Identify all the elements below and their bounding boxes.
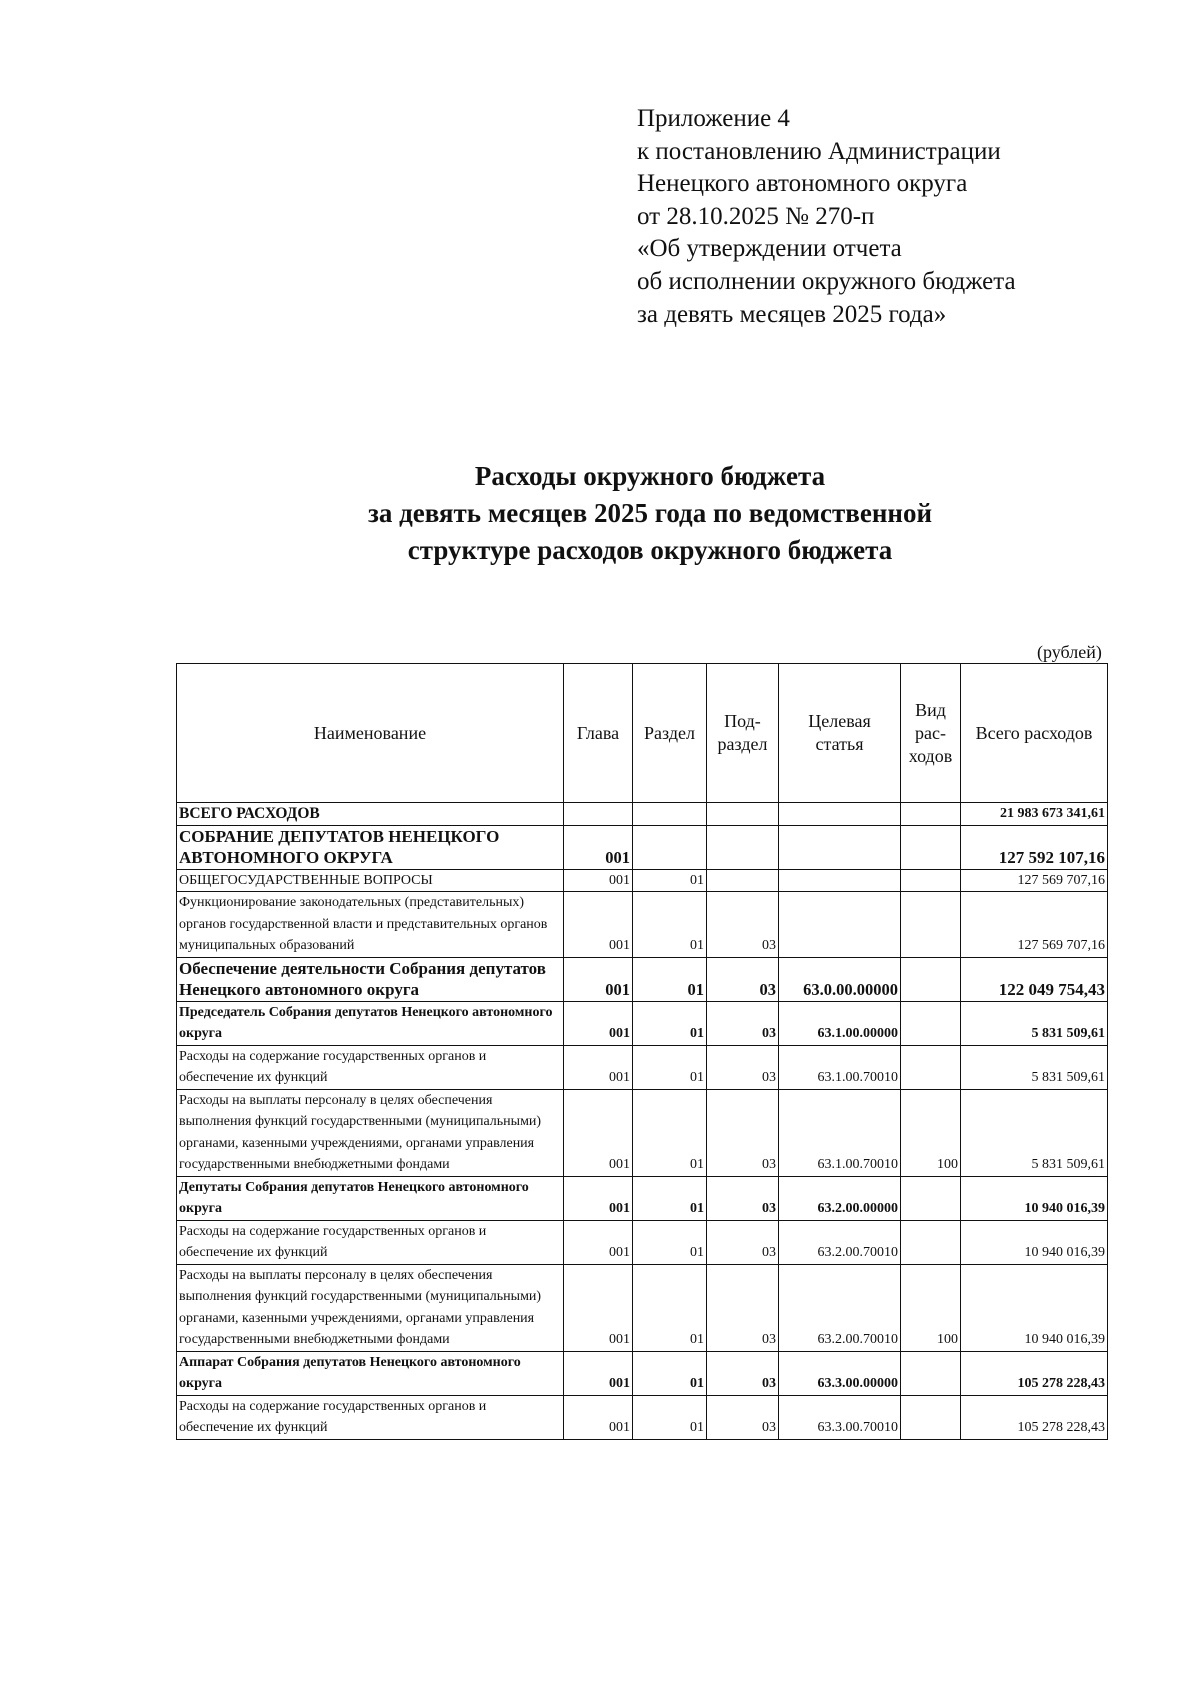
cell-subsection [707,825,779,869]
header-kind-line: рас- [915,722,946,743]
cell-name: Депутаты Собрания депутатов Ненецкого автономного округа [177,1176,564,1220]
cell-section: 01 [633,1045,707,1089]
cell-target: 63.3.00.00000 [779,1351,901,1395]
cell-total: 5 831 509,61 [961,1089,1108,1176]
cell-target: 63.0.00.00000 [779,957,901,1001]
appendix-block [637,103,1016,331]
cell-section: 01 [633,1395,707,1439]
cell-target: 63.1.00.00000 [779,1001,901,1045]
title-line: Расходы окружного бюджета [474,461,826,491]
cell-subsection: 03 [707,1176,779,1220]
appendix-line: Приложение 4 [637,105,790,132]
cell-target [779,803,901,826]
cell-kind: 100 [901,1089,961,1176]
header-chapter: Глава [564,664,633,803]
cell-target [779,869,901,892]
table-header-row [177,664,1108,803]
cell-subsection: 03 [707,1001,779,1045]
cell-total: 5 831 509,61 [961,1001,1108,1045]
cell-subsection: 03 [707,1089,779,1176]
appendix-line: «Об утверждении отчета [637,235,902,263]
cell-kind [901,1045,961,1089]
cell-total: 127 569 707,16 [961,869,1108,892]
cell-total: 127 592 107,16 [961,825,1108,869]
title-line: структуре расходов окружного бюджета [407,535,893,565]
cell-total: 105 278 228,43 [961,1395,1108,1439]
cell-section: 01 [633,892,707,958]
cell-kind [901,1351,961,1395]
cell-subsection: 03 [707,1264,779,1351]
header-target-line: статья [815,734,864,754]
cell-chapter: 001 [564,1264,633,1351]
cell-target: 63.1.00.70010 [779,1089,901,1176]
appendix-line: к постановлению Администрации [637,137,1001,165]
cell-name: Расходы на выплаты персоналу в целях обеспечения выполнения функций государственными (муниципальными) органами, казенными учреждениями, органами управления государственными внебюджетными фондами [177,1089,564,1176]
cell-chapter: 001 [564,1001,633,1045]
cell-kind [901,825,961,869]
appendix-line: Ненецкого автономного округа [637,170,968,198]
cell-name: СОБРАНИЕ ДЕПУТАТОВ НЕНЕЦКОГО АВТОНОМНОГО ОКРУГА [177,825,564,869]
cell-chapter: 001 [564,892,633,958]
table-row [177,869,1108,892]
cell-name: Расходы на содержание государственных органов и обеспечение их функций [177,1045,564,1089]
header-target-line: Целевая [808,711,871,731]
cell-kind: 100 [901,1264,961,1351]
cell-chapter: 001 [564,825,633,869]
header-subsection-line: раздел [717,734,768,754]
header-subsection [707,664,779,803]
cell-name: Обеспечение деятельности Собрания депутатов Ненецкого автономного округа [177,957,564,1001]
cell-kind [901,803,961,826]
cell-name: Аппарат Собрания депутатов Ненецкого автономного округа [177,1351,564,1395]
cell-section: 01 [633,1089,707,1176]
cell-name: Расходы на содержание государственных органов и обеспечение их функций [177,1395,564,1439]
header-subsection-line: Под- [724,711,761,731]
cell-section: 01 [633,1001,707,1045]
cell-chapter: 001 [564,1220,633,1264]
cell-subsection: 03 [707,1220,779,1264]
header-section: Раздел [633,664,707,803]
cell-target: 63.2.00.00000 [779,1176,901,1220]
cell-target [779,825,901,869]
table-row [177,1089,1108,1176]
expenditure-table [176,663,1108,1440]
table-row [177,957,1108,1001]
table-row [177,803,1108,826]
cell-name: Расходы на выплаты персоналу в целях обеспечения выполнения функций государственными (муниципальными) органами, казенными учреждениями, органами управления государственными внебюджетными фондами [177,1264,564,1351]
cell-total: 5 831 509,61 [961,1045,1108,1089]
cell-subsection: 03 [707,957,779,1001]
cell-total: 10 940 016,39 [961,1264,1108,1351]
table-row [177,892,1108,958]
cell-name: Председатель Собрания депутатов Ненецкого автономного округа [177,1001,564,1045]
cell-subsection: 03 [707,1351,779,1395]
cell-section: 01 [633,957,707,1001]
cell-subsection [707,803,779,826]
cell-subsection: 03 [707,892,779,958]
cell-name: ОБЩЕГОСУДАРСТВЕННЫЕ ВОПРОСЫ [177,869,564,892]
cell-total: 10 940 016,39 [961,1220,1108,1264]
cell-kind [901,1220,961,1264]
cell-chapter: 001 [564,957,633,1001]
cell-section: 01 [633,1351,707,1395]
cell-chapter: 001 [564,1351,633,1395]
appendix-line: об исполнении окружного бюджета [637,267,1016,295]
cell-target: 63.2.00.70010 [779,1264,901,1351]
appendix-line: за девять месяцев 2025 года» [637,300,947,328]
cell-section: 01 [633,1220,707,1264]
table-row [177,1176,1108,1220]
header-kind-line: Вид [915,699,946,720]
header-kind-line: ходов [908,745,953,766]
cell-chapter: 001 [564,1176,633,1220]
cell-target [779,892,901,958]
cell-name: Функционирование законодательных (представительных) органов государственной власти и представительных органов муниципальных образований [177,892,564,958]
table-row [177,825,1108,869]
cell-section [633,803,707,826]
cell-kind [901,1001,961,1045]
cell-kind [901,1395,961,1439]
table-row [177,1045,1108,1089]
cell-target: 63.2.00.70010 [779,1220,901,1264]
cell-kind [901,1176,961,1220]
cell-kind [901,957,961,1001]
cell-chapter: 001 [564,1395,633,1439]
cell-section [633,825,707,869]
table-row [177,1395,1108,1439]
cell-section: 01 [633,1264,707,1351]
cell-total: 105 278 228,43 [961,1351,1108,1395]
appendix-line: от 28.10.2025 № 270-п [637,202,875,230]
cell-target: 63.1.00.70010 [779,1045,901,1089]
document-title [0,458,1200,569]
units-label: (рублей) [1037,642,1102,662]
cell-subsection: 03 [707,1045,779,1089]
cell-section: 01 [633,869,707,892]
cell-total: 122 049 754,43 [961,957,1108,1001]
cell-name: ВСЕГО РАСХОДОВ [177,803,564,826]
cell-subsection [707,869,779,892]
cell-chapter: 001 [564,869,633,892]
header-kind [901,664,961,803]
cell-kind [901,869,961,892]
title-line: за девять месяцев 2025 года по ведомственной [367,498,933,528]
cell-chapter: 001 [564,1089,633,1176]
cell-total: 127 569 707,16 [961,892,1108,958]
table-row [177,1001,1108,1045]
table-row [177,1351,1108,1395]
cell-total: 10 940 016,39 [961,1176,1108,1220]
cell-name: Расходы на содержание государственных органов и обеспечение их функций [177,1220,564,1264]
cell-target: 63.3.00.70010 [779,1395,901,1439]
header-total: Всего расходов [961,664,1108,803]
table-row [177,1220,1108,1264]
cell-chapter: 001 [564,1045,633,1089]
cell-chapter [564,803,633,826]
cell-section: 01 [633,1176,707,1220]
cell-subsection: 03 [707,1395,779,1439]
header-name: Наименование [177,664,564,803]
table-row [177,1264,1108,1351]
cell-kind [901,892,961,958]
cell-total: 21 983 673 341,61 [961,803,1108,826]
header-target [779,664,901,803]
